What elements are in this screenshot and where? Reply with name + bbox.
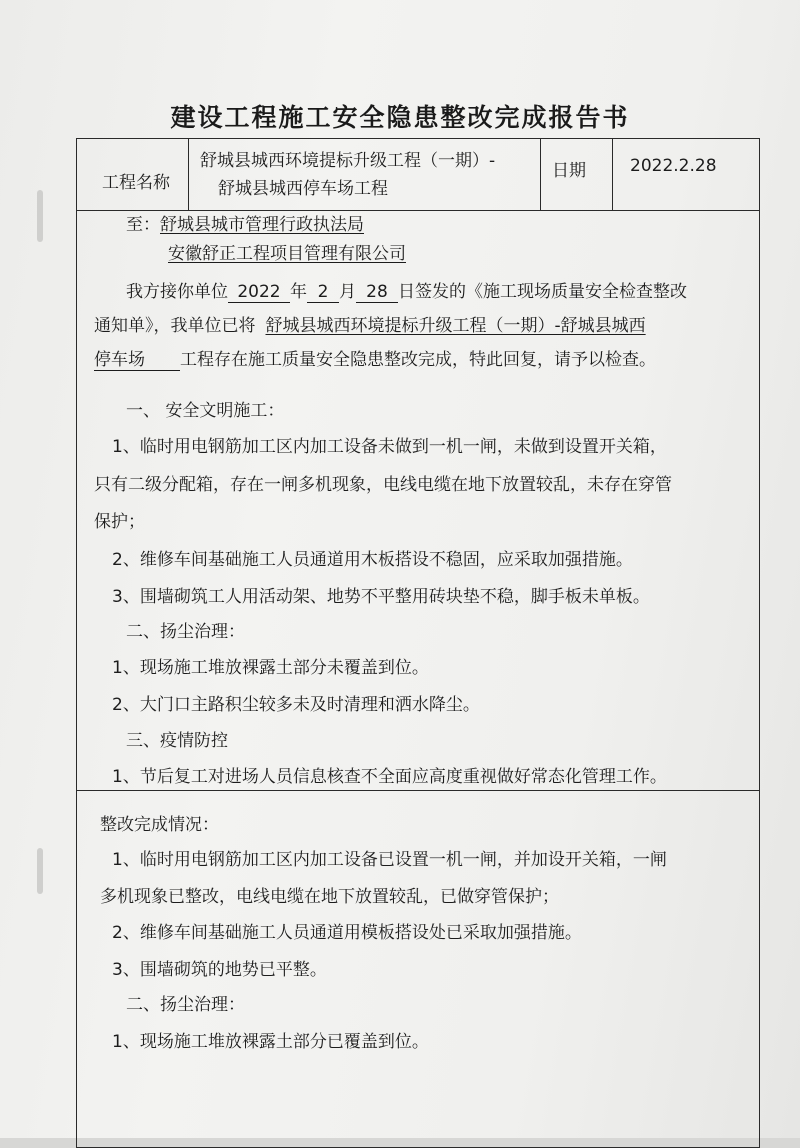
- column-divider: [188, 138, 189, 210]
- year-field: 2022: [228, 282, 290, 302]
- date-label: 日期: [552, 161, 586, 181]
- table-divider: [76, 790, 760, 791]
- notice-paragraph-line3: [94, 345, 656, 370]
- notice-text: 工程存在施工质量安全隐患整改完成，特此回复，请予以检查。: [180, 350, 656, 370]
- project-name-label: 工程名称: [102, 173, 170, 193]
- notice-paragraph-line2: [94, 311, 646, 336]
- issue-item: 1、临时用电钢筋加工区内加工设备未做到一机一闸，未做到设置开关箱，: [112, 437, 667, 457]
- project-name-line1: 舒城县城西环境提标升级工程（一期）-: [200, 151, 496, 171]
- completion-item: 多机现象已整改，电线电缆在地下放置较乱，已做穿管保护；: [100, 887, 559, 907]
- notice-paragraph-line1: [126, 277, 687, 302]
- issue-item: 2、大门口主路积尘较多未及时清理和洒水降尘。: [112, 695, 480, 715]
- recipient-1: 舒城县城市管理行政执法局: [160, 215, 364, 235]
- issue-item: 3、围墙砌筑工人用活动架、地势不平整用砖块垫不稳，脚手板未单板。: [112, 587, 650, 607]
- completion-item: 3、围墙砌筑的地势已平整。: [112, 960, 327, 980]
- column-divider: [612, 138, 613, 210]
- notice-text: 日签发的《施工现场质量安全检查整改: [398, 282, 687, 302]
- project-reference-end: 停车场: [94, 345, 180, 370]
- project-reference: 舒城县城西环境提标升级工程（一期）-舒城县城西: [265, 316, 646, 336]
- completion-item: 2、维修车间基础施工人员通道用模板搭设处已采取加强措施。: [112, 923, 582, 943]
- staple-mark: [37, 190, 43, 242]
- issue-item: 只有二级分配箱，存在一闸多机现象，电线电缆在地下放置较乱，未存在穿管: [94, 475, 672, 495]
- month-field: 2: [307, 282, 339, 302]
- completion-item: 1、现场施工堆放裸露土部分已覆盖到位。: [112, 1032, 429, 1052]
- notice-text: 我方接你单位: [126, 282, 228, 302]
- column-divider: [540, 138, 541, 210]
- to-prefix: 至：: [126, 215, 160, 235]
- section-2-title: 二、扬尘治理：: [126, 622, 245, 642]
- section-3-title: 三、疫情防控: [126, 731, 228, 751]
- issue-item: 1、节后复工对进场人员信息核查不全面应高度重视做好常态化管理工作。: [112, 767, 667, 787]
- issue-item: 保护；: [94, 512, 145, 532]
- notice-text: 通知单》，我单位已将: [94, 316, 256, 336]
- notice-text: 月: [339, 282, 356, 302]
- staple-mark: [37, 848, 43, 894]
- document-title: 建设工程施工安全隐患整改完成报告书: [170, 103, 630, 132]
- date-value: 2022.2.28: [630, 156, 717, 176]
- issue-item: 2、维修车间基础施工人员通道用木板搭设不稳固，应采取加强措施。: [112, 550, 633, 570]
- project-name-line2: 舒城县城西停车场工程: [218, 179, 388, 199]
- day-field: 28: [356, 282, 398, 302]
- notice-text: 年: [290, 282, 307, 302]
- recipient-line: [126, 210, 364, 235]
- completion-item: 1、临时用电钢筋加工区内加工设备已设置一机一闸，并加设开关箱，一闸: [112, 850, 667, 870]
- issue-item: 1、现场施工堆放裸露土部分未覆盖到位。: [112, 658, 429, 678]
- completion-heading: 整改完成情况：: [100, 815, 219, 835]
- recipient-2: 安徽舒正工程项目管理有限公司: [168, 244, 406, 264]
- section-1-title: 一、 安全文明施工：: [126, 401, 285, 421]
- completion-section-2-title: 二、扬尘治理：: [126, 995, 245, 1015]
